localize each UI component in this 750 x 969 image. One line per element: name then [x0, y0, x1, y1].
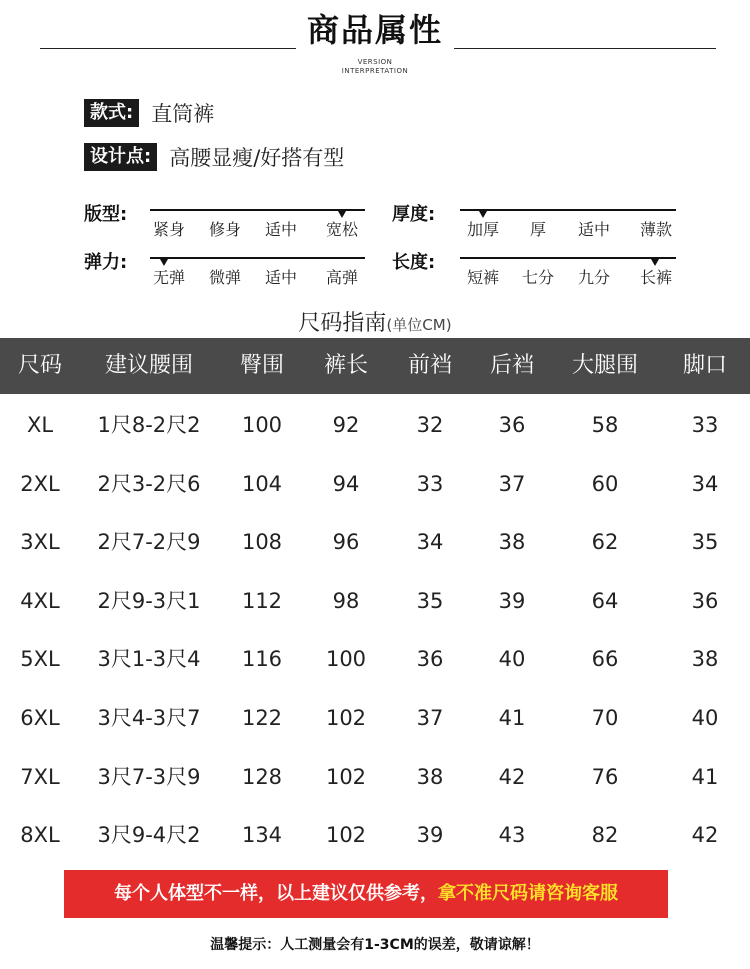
table-row	[0, 572, 750, 630]
design-label: 设计点:	[84, 143, 157, 171]
cell-back-rise: 36	[498, 413, 526, 437]
cell-hem: 36	[691, 588, 719, 613]
cell-length: 92	[332, 413, 360, 437]
cell-front-rise: 36	[416, 647, 444, 672]
cell-waist: 3尺7-3尺9	[97, 764, 201, 789]
fit-scale-label: 版型:	[84, 204, 128, 225]
cell-hip: 112	[241, 588, 283, 613]
cell-waist: 3尺9-4尺2	[97, 823, 201, 848]
design-row	[84, 142, 344, 172]
cell-front-rise: 35	[416, 588, 444, 613]
cell-thigh: 76	[591, 764, 619, 789]
fit-option: 适中	[264, 220, 297, 239]
style-label: 款式:	[84, 99, 139, 127]
cell-length: 102	[325, 706, 367, 730]
cell-hip: 100	[241, 413, 283, 437]
notice-banner	[64, 870, 668, 918]
cell-front-rise: 32	[416, 413, 444, 437]
cell-hem: 41	[691, 764, 719, 789]
cell-hem: 42	[691, 823, 719, 848]
cell-size: 4XL	[20, 588, 60, 613]
cell-front-rise: 39	[416, 823, 444, 848]
cell-hip: 134	[241, 823, 283, 848]
cell-waist: 2尺3-2尺6	[97, 471, 201, 496]
fit-option: 修身	[208, 220, 241, 239]
elasticity-option: 高弹	[325, 268, 358, 287]
column-header-size: 尺码	[17, 353, 62, 378]
cell-size: 3XL	[20, 530, 60, 555]
elasticity-option: 无弹	[152, 268, 185, 287]
cell-waist: 2尺9-3尺1	[97, 588, 201, 613]
cell-hip: 128	[241, 764, 283, 789]
thickness-option: 适中	[577, 220, 610, 239]
cell-hip: 116	[241, 647, 283, 672]
cell-back-rise: 39	[498, 588, 526, 613]
cell-length: 102	[325, 823, 367, 848]
cell-size: 7XL	[20, 764, 60, 789]
thickness-scale-label: 厚度:	[392, 204, 436, 225]
fit-scale-line	[150, 209, 365, 211]
cell-back-rise: 37	[498, 471, 526, 496]
cell-hem: 33	[691, 413, 719, 437]
cell-waist: 3尺1-3尺4	[97, 647, 201, 672]
elasticity-option: 微弹	[208, 268, 241, 287]
cell-front-rise: 34	[416, 530, 444, 555]
cell-waist: 3尺4-3尺7	[97, 706, 201, 730]
header-subtitle-version: VERSION	[357, 58, 393, 66]
design-value: 高腰显瘦/好搭有型	[169, 146, 345, 170]
elasticity-scale-label: 弹力:	[84, 252, 128, 273]
column-header-thigh: 大腿围	[571, 353, 638, 378]
table-row	[0, 513, 750, 571]
length-scale-label: 长度:	[392, 252, 436, 273]
cell-length: 102	[325, 764, 367, 789]
cell-hem: 35	[691, 530, 719, 555]
cell-hem: 38	[691, 647, 719, 672]
fit-option: 紧身	[152, 220, 185, 239]
cell-front-rise: 33	[416, 471, 444, 496]
cell-back-rise: 38	[498, 530, 526, 555]
cell-size: 2XL	[20, 471, 60, 496]
measurement-tip: 温馨提示：人工测量会有1-3CM的误差，敬请谅解！	[210, 937, 540, 953]
cell-waist: 1尺8-2尺2	[97, 413, 201, 437]
thickness-scale-line	[460, 209, 676, 211]
cell-front-rise: 37	[416, 706, 444, 730]
cell-length: 98	[332, 588, 360, 613]
cell-thigh: 82	[591, 823, 619, 848]
cell-size: XL	[26, 413, 54, 437]
elasticity-scale-line	[150, 257, 365, 259]
thickness-option: 加厚	[466, 220, 499, 239]
cell-size: 8XL	[20, 823, 60, 848]
thickness-option: 薄款	[639, 220, 672, 239]
column-header-hip: 臀围	[239, 353, 284, 378]
cell-length: 100	[325, 647, 367, 672]
table-row	[0, 630, 750, 688]
thickness-option: 厚	[529, 220, 546, 239]
notice-highlight: 拿不准尺码请咨询客服	[438, 883, 618, 904]
cell-thigh: 70	[591, 706, 619, 730]
cell-back-rise: 42	[498, 764, 526, 789]
style-row	[84, 98, 214, 128]
length-option: 七分	[521, 268, 554, 287]
column-header-hem: 脚口	[682, 353, 727, 378]
cell-hip: 108	[241, 530, 283, 555]
page-title: 商品属性	[306, 11, 443, 49]
cell-back-rise: 40	[498, 647, 526, 672]
table-row	[0, 455, 750, 513]
size-guide-unit: (单位CM)	[386, 316, 452, 334]
cell-back-rise: 43	[498, 823, 526, 848]
table-row	[0, 689, 750, 747]
cell-hem: 34	[691, 471, 719, 496]
notice-text: 每个人体型不一样，以上建议仅供参考，	[114, 883, 438, 904]
cell-thigh: 58	[591, 413, 619, 437]
cell-front-rise: 38	[416, 764, 444, 789]
elasticity-option: 适中	[264, 268, 297, 287]
length-option: 九分	[577, 268, 610, 287]
cell-hip: 122	[241, 706, 283, 730]
size-table-header	[0, 338, 750, 394]
cell-length: 96	[332, 530, 360, 555]
table-row	[0, 806, 750, 864]
cell-thigh: 64	[591, 588, 619, 613]
size-guide-title	[0, 306, 750, 337]
column-header-length: 裤长	[323, 353, 368, 378]
length-option: 短裤	[466, 268, 499, 287]
size-guide-heading: 尺码指南	[298, 311, 387, 336]
cell-thigh: 60	[591, 471, 619, 496]
cell-thigh: 66	[591, 647, 619, 672]
cell-size: 5XL	[20, 647, 60, 672]
column-header-waist: 建议腰围	[104, 353, 193, 378]
cell-size: 6XL	[20, 706, 60, 730]
length-option: 长裤	[639, 268, 672, 287]
length-scale-line	[460, 257, 676, 259]
header-subtitle-interpretation: INTERPRETATION	[341, 67, 409, 75]
cell-back-rise: 41	[498, 706, 526, 730]
cell-length: 94	[332, 471, 360, 496]
table-row	[0, 748, 750, 806]
column-header-front-rise: 前裆	[407, 353, 452, 378]
cell-hem: 40	[691, 706, 719, 730]
table-row	[0, 396, 750, 454]
cell-thigh: 62	[591, 530, 619, 555]
column-header-back-rise: 后裆	[489, 353, 534, 378]
header-title-box	[296, 8, 454, 52]
cell-waist: 2尺7-2尺9	[97, 530, 201, 555]
fit-option: 宽松	[325, 220, 358, 239]
cell-hip: 104	[241, 471, 283, 496]
style-value: 直筒裤	[151, 102, 215, 126]
